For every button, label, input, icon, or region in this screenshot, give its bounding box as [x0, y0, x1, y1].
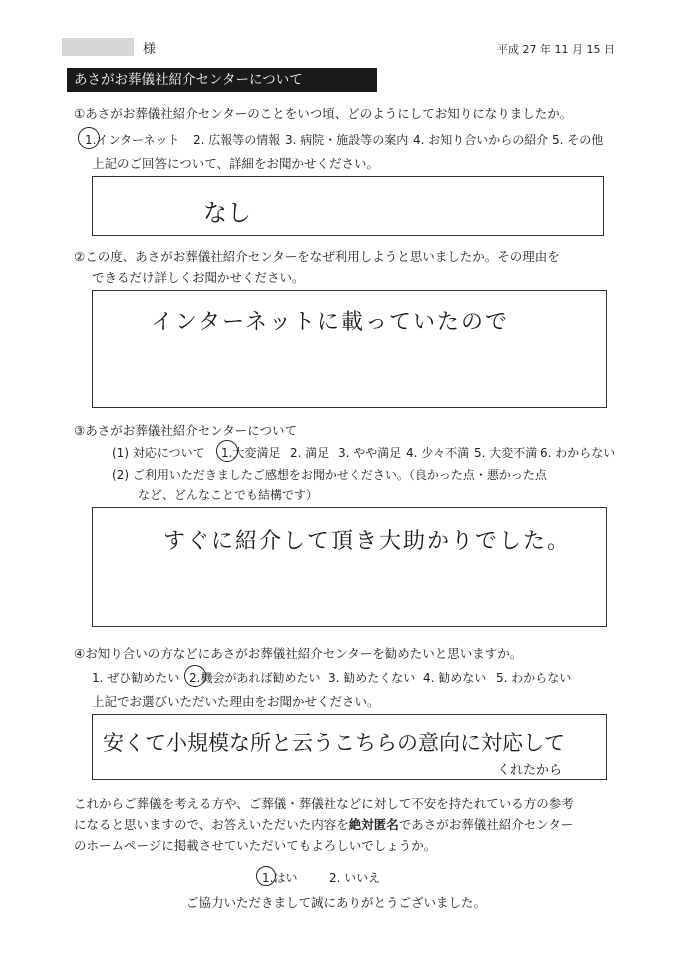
q1-question: ①あさがお葬儀社紹介センターのことをいつ頃、どのようにしてお知りになりましたか。 [74, 106, 573, 121]
q3-heading: ③あさがお葬儀社紹介センターについて [74, 423, 297, 438]
q3-answer-text: すぐに紹介して頂き大助かりでした。 [163, 529, 572, 554]
q4-option-2[interactable]: 2.機会があれば勧めたい [189, 671, 321, 685]
q3-option-4[interactable]: 4. 少々不満 [406, 446, 470, 460]
q1-detail-prompt: 上記のご回答について、詳細をお聞かせください。 [92, 156, 380, 171]
q4-option-1[interactable]: 1. ぜひ勧めたい [92, 671, 180, 685]
q3-option-2[interactable]: 2. 満足 [290, 446, 330, 460]
q3-option-5[interactable]: 5. 大変不満 [474, 446, 538, 460]
q3-sub1-label: (1) 対応について [112, 446, 205, 460]
q4-option-5[interactable]: 5. わからない [496, 671, 572, 685]
q1-option-5[interactable]: 5. その他 [552, 133, 604, 147]
q1-option-4[interactable]: 4. お知り合いからの紹介 [413, 133, 549, 147]
q3-selected-circle [216, 440, 238, 462]
q3-option-3[interactable]: 3. やや満足 [338, 446, 402, 460]
q1-option-3[interactable]: 3. 病院・施設等の案内 [285, 133, 409, 147]
consent-selected-circle [256, 866, 276, 886]
honorific-suffix: 様 [143, 42, 157, 57]
thanks-message: ご協力いただきまして誠にありがとうございました。 [186, 895, 487, 910]
redacted-name [62, 38, 134, 56]
consent-line1: これからご葬儀を考える方や、ご葬儀・葬儀社などに対して不安を持たれている方の参考 [74, 796, 574, 811]
consent-line2-before: になると思いますので、お答えいただいた内容を [74, 817, 349, 832]
q1-answer-text: なし [203, 199, 251, 227]
consent-anonymous-emphasis: 絶対匿名 [348, 817, 399, 832]
consent-no-option[interactable]: 2. いいえ [329, 871, 381, 885]
form-date: 平成 27 年 11 月 15 日 [497, 43, 615, 56]
q2-answer-box[interactable] [92, 290, 607, 408]
q4-answer-box[interactable] [92, 714, 607, 780]
q3-sub2-line2: など、どんなことでも結構です） [138, 488, 319, 502]
q2-answer-text: インターネットに載っていたので [151, 310, 510, 335]
q4-reason-prompt: 上記でお選びいただいた理由をお聞かせください。 [92, 694, 380, 709]
q2-question-line1: ②この度、あさがお葬儀社紹介センターをなぜ利用しようと思いましたか。その理由を [74, 249, 560, 264]
q1-answer-box[interactable] [92, 176, 604, 236]
q4-question: ④お知り合いの方などにあさがお葬儀社紹介センターを勧めたいと思いますか。 [74, 646, 523, 661]
q4-option-3[interactable]: 3. 勧めたくない [328, 671, 416, 685]
q4-answer-text-line1: 安くて小規模な所と云うこちらの意向に対応して [103, 731, 565, 755]
section-title-banner: あさがお葬儀社紹介センターについて [67, 68, 377, 92]
q3-sub2-line1: (2) ご利用いただきましたご感想をお聞かせください。（良かった点・悪かった点 [112, 468, 547, 482]
q4-answer-text-line2: くれたから [497, 763, 563, 778]
consent-line2 [74, 815, 573, 833]
q4-selected-circle [184, 665, 206, 687]
q4-option-4[interactable]: 4. 勧めない [423, 671, 487, 685]
consent-line2-after: であさがお葬儀社紹介センター [398, 817, 574, 832]
q1-option-1[interactable]: 1.インターネット [85, 133, 180, 147]
q1-option-2[interactable]: 2. 広報等の情報 [193, 133, 281, 147]
consent-yes-option[interactable]: 1.はい [262, 871, 298, 885]
q1-selected-circle [78, 127, 100, 149]
q2-question-line2: できるだけ詳しくお聞かせください。 [92, 270, 305, 285]
q3-answer-box[interactable] [92, 507, 607, 627]
q3-option-1[interactable]: 1.大変満足 [221, 446, 281, 460]
consent-line3: のホームページに掲載させていただいてもよろしいでしょうか。 [74, 838, 437, 853]
q3-option-6[interactable]: 6. わからない [540, 446, 616, 460]
